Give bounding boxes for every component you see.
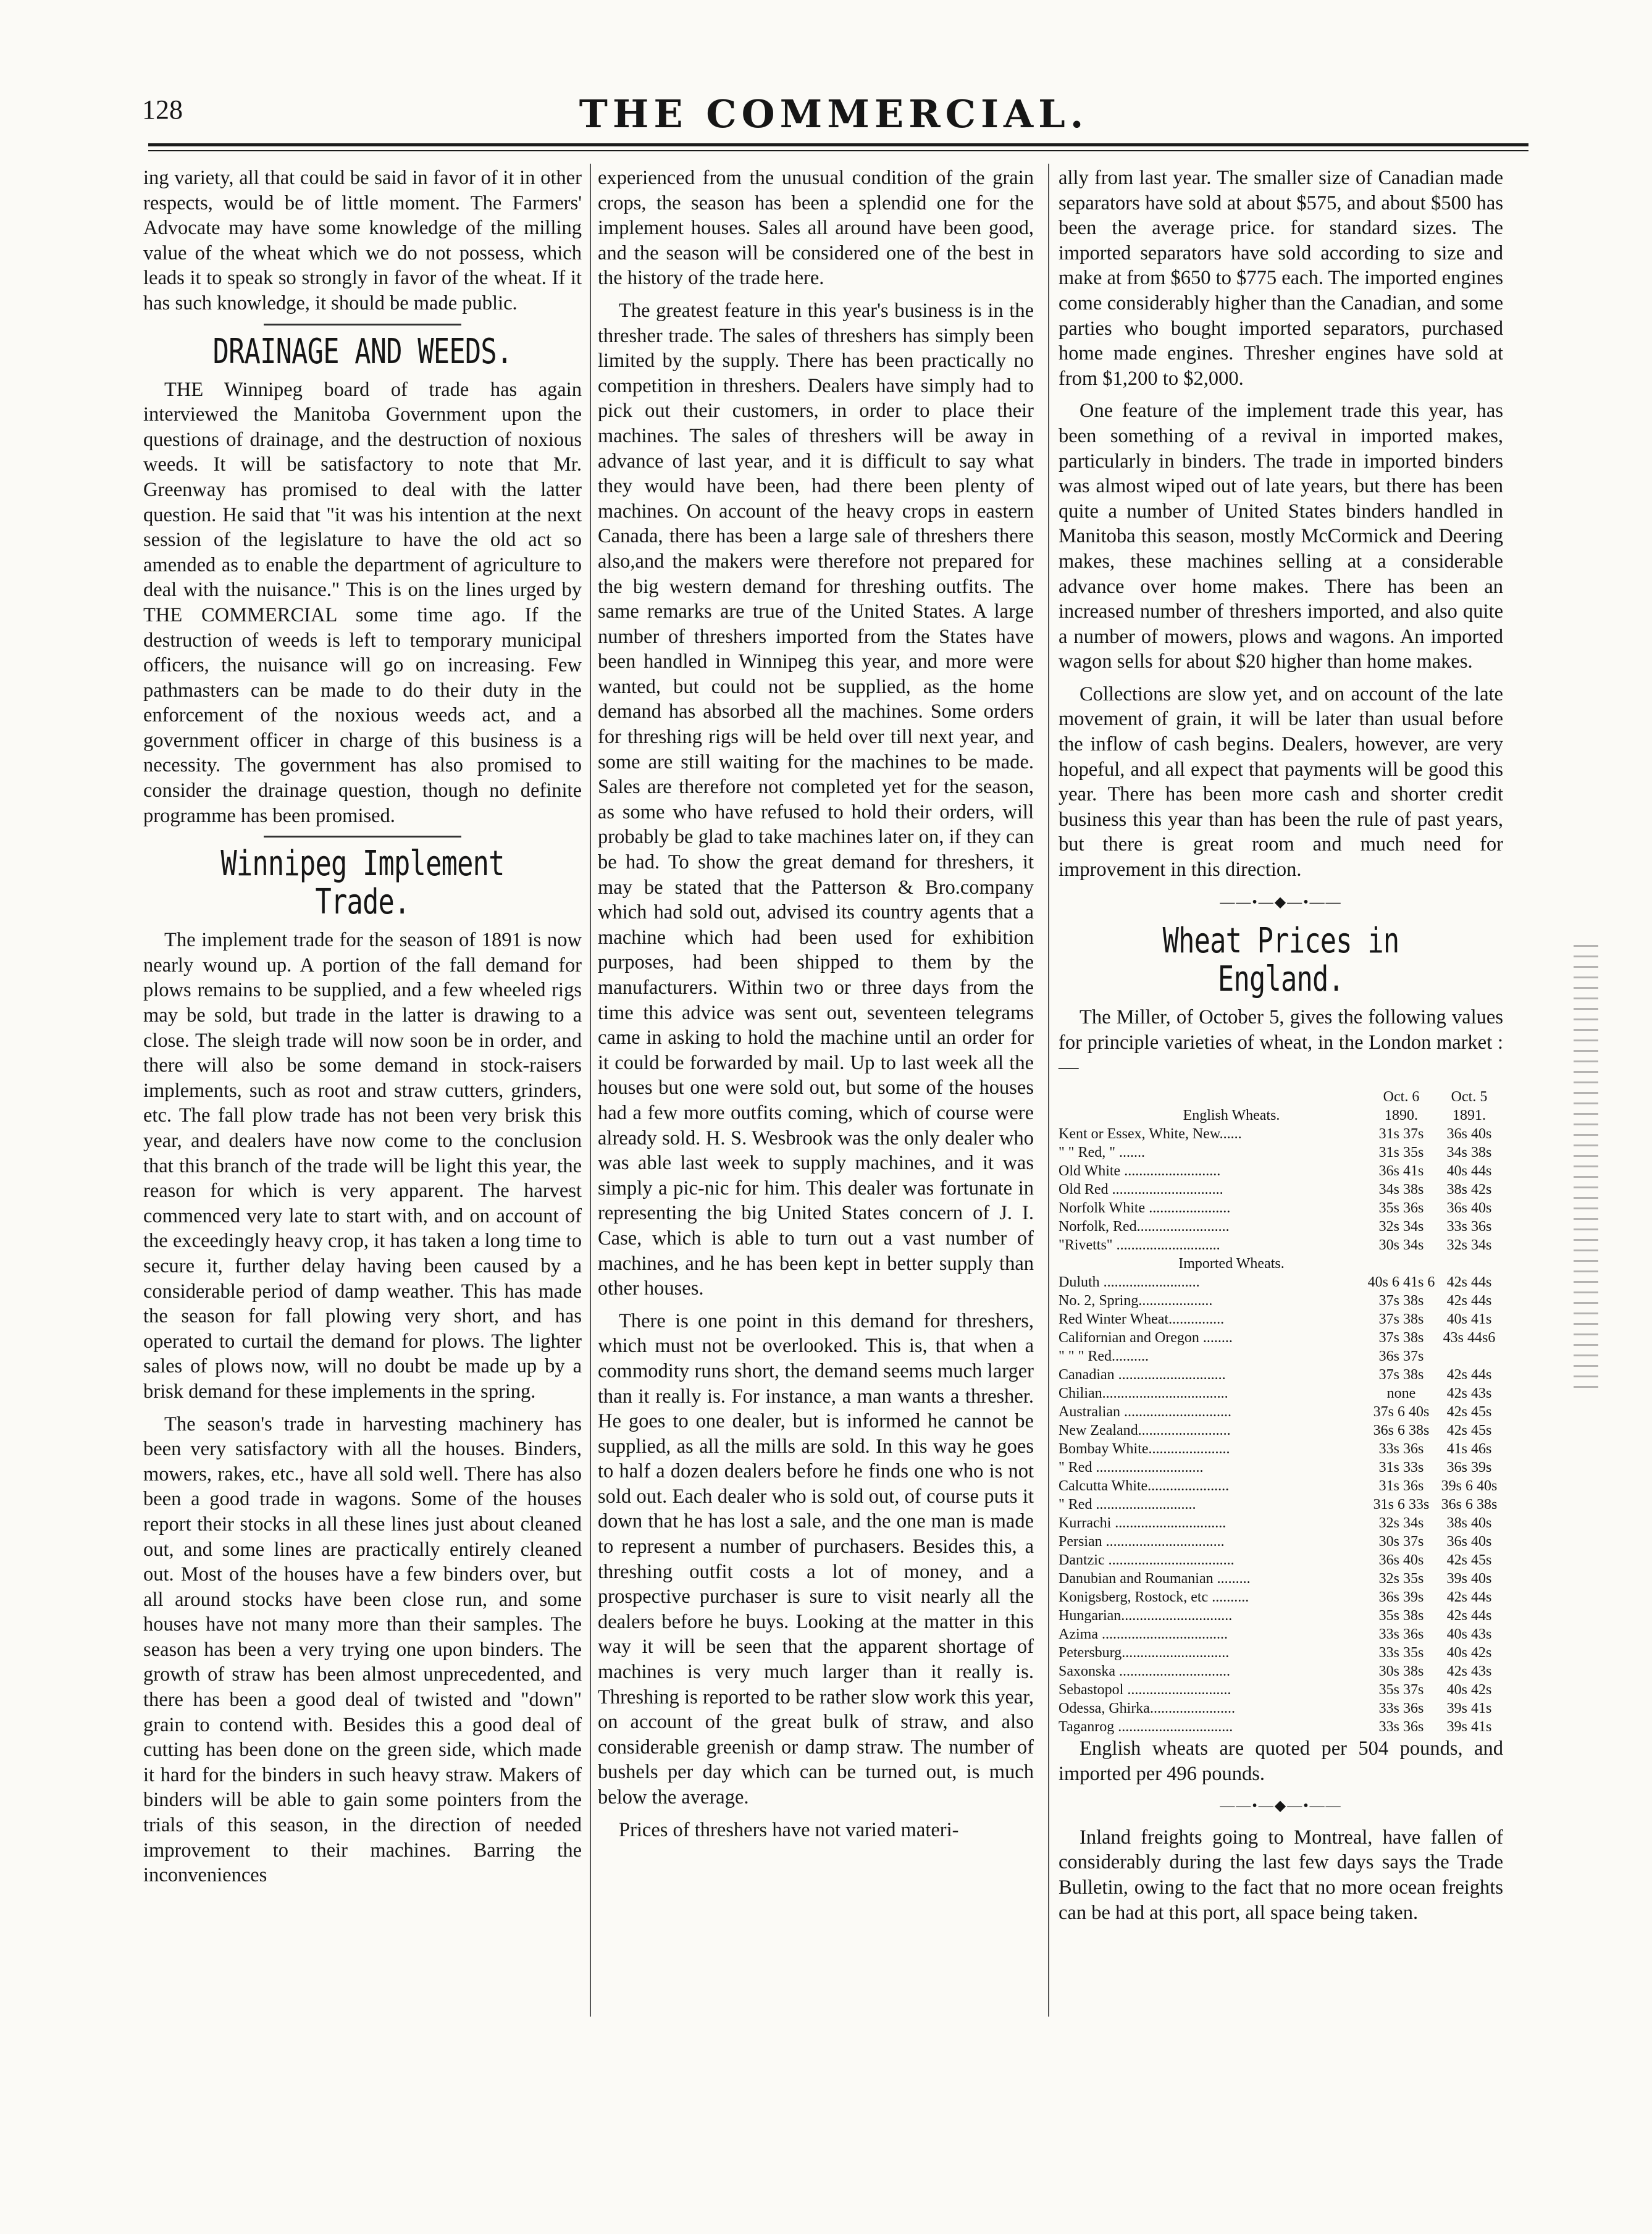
price-1891: 42s 44s [1446, 1608, 1492, 1624]
headline-drainage: DRAINAGE AND WEEDS. [212, 331, 513, 372]
paragraph: experienced from the unusual condition of the grain crops, the season has been a splendid one for the implement houses. Sales all around have been good, and the season will be considered one of the best in the history of the trade here. [598, 167, 1034, 290]
price-1890: 30s 38s [1378, 1663, 1424, 1679]
price-1891: 41s 46s [1446, 1441, 1492, 1457]
price-1891: 43s 44s6 [1443, 1330, 1496, 1346]
wheat-variety: Odessa, Ghirka....................... [1059, 1700, 1235, 1716]
table-row [1059, 1162, 1503, 1180]
paragraph: THE Winnipeg board of trade has again interviewed the Manitoba Government upon the questions of drainage, and the destruction of noxious weeds. It will be satisfactory to note that Mr. Greenway has promised to deal with the latter question. He said that "it was his intention at the next session of the legislature to have the old act so amended as to enable the department of agriculture to deal with the nuisance." This is on the lines urged by THE COMMERCIAL some time ago. If the destruction of weeds is left to temporary municipal officers, the nuisance will go on increasing. Few pathmasters can be made to do their duty in the enforcement of the noxious weeds act, and a government officer in charge of this business is a necessity. The government has also promised to consider the drainage question, though no definite programme has been promised. [143, 378, 582, 827]
paragraph: Prices of threshers have not varied materi- [619, 1818, 959, 1841]
table-row [1059, 1310, 1503, 1329]
price-1891: 34s 38s [1446, 1144, 1492, 1161]
wheat-variety: Chilian.................................. [1059, 1385, 1228, 1401]
price-1891: 42s 43s [1446, 1663, 1492, 1679]
price-1890: 31s 35s [1378, 1144, 1424, 1161]
headline-wheat-prices: Wheat Prices in England. [1162, 921, 1399, 1000]
price-1890: 35s 36s [1378, 1200, 1424, 1216]
column-1 [143, 166, 582, 1896]
table-row [1059, 1273, 1503, 1291]
table-row [1059, 1458, 1503, 1477]
table-row [1059, 1625, 1503, 1644]
table-header-row [1059, 1088, 1503, 1106]
price-1891: 42s 45s [1446, 1552, 1492, 1568]
price-1891: 42s 43s [1446, 1385, 1492, 1401]
price-1890: 37s 38s [1378, 1330, 1424, 1346]
price-1891: 32s 34s [1446, 1237, 1492, 1253]
table-section-row [1059, 1254, 1503, 1273]
wheat-variety: Hungarian.............................. [1059, 1608, 1233, 1624]
table-row [1059, 1217, 1503, 1236]
price-1891: 42s 44s [1446, 1589, 1492, 1605]
price-1891: 42s 44s [1446, 1293, 1492, 1309]
table-row [1059, 1180, 1503, 1199]
price-1891: 40s 41s [1446, 1311, 1492, 1327]
wheat-variety: Kent or Essex, White, New...... [1059, 1126, 1242, 1142]
header-rule-thick [148, 143, 1528, 146]
price-1891: 36s 40s [1446, 1200, 1492, 1216]
paragraph: The implement trade for the season of 1891 is now nearly wound up. A portion of the fall demand for plows remains to be supplied, and a few wheeled rigs may be sold, but trade in the latter is drawing to a close. The sleigh trade will now soon be in order, and there will also be some demand in stock-raisers implements, such as root and straw cutters, grinders, etc. The fall plow trade has not been very brisk this year, and dealers have now come to the conclusion that this branch of the trade will be light this year, the reason for which is very apparent. The harvest commenced very late to start with, and on account of the exceedingly heavy crop, it has taken a long time to secure it, further delay having been caused by a considerable period of damp weather. This has made the season for fall plowing very short, and has operated to curtail the demand for plows. The lighter sales of plows now, will no doubt be made up by a brisk demand for these implements in the spring. [143, 929, 582, 1403]
price-1891: 38s 42s [1446, 1182, 1492, 1198]
price-1890: 32s 35s [1378, 1571, 1424, 1587]
price-1890: 33s 36s [1378, 1626, 1424, 1642]
table-row [1059, 1477, 1503, 1495]
wheat-variety: " " Red, " ....... [1059, 1144, 1146, 1161]
paragraph: English wheats are quoted per 504 pounds, and imported per 496 pounds. [1059, 1737, 1503, 1785]
price-1891: 39s 40s [1446, 1571, 1492, 1587]
table-row [1059, 1143, 1503, 1162]
column-header: Oct. 5 [1451, 1089, 1488, 1105]
wheat-variety: Red Winter Wheat............... [1059, 1311, 1225, 1327]
section-rule [264, 836, 461, 838]
price-1890: 31s 6 33s [1373, 1497, 1430, 1513]
table-row [1059, 1718, 1503, 1736]
wheat-variety: Old White .......................... [1059, 1163, 1221, 1179]
table-row [1059, 1495, 1503, 1514]
wheat-variety: Norfolk, Red......................... [1059, 1219, 1230, 1235]
column-separator [1048, 164, 1049, 2017]
price-1891: 36s 40s [1446, 1534, 1492, 1550]
price-1890: 36s 41s [1378, 1163, 1424, 1179]
table-row [1059, 1588, 1503, 1606]
section-rule [264, 324, 461, 325]
wheat-variety: Taganrog ............................... [1059, 1719, 1233, 1735]
price-1890: 35s 38s [1378, 1608, 1424, 1624]
table-row [1059, 1699, 1503, 1718]
wheat-variety: Canadian ............................. [1059, 1367, 1226, 1383]
wheat-variety: Norfolk White ...................... [1059, 1200, 1231, 1216]
table-row [1059, 1199, 1503, 1217]
table-row [1059, 1569, 1503, 1588]
price-1890: 33s 35s [1378, 1645, 1424, 1661]
price-1890: 33s 36s [1378, 1441, 1424, 1457]
table-row [1059, 1366, 1503, 1384]
wheat-variety: Dantzic .................................. [1059, 1552, 1235, 1568]
paragraph: The greatest feature in this year's business is in the thresher trade. The sales of threshers has simply been limited by the supply. There has been practically no competition in threshers. Dealers have simply had to pick out their customers, in order to place their machines. The sales of threshers will be away in advance of last year, and it is difficult to say what they would have been, had there been plenty of machines. On account of the heavy crops in eastern Canada, there has been a large sale of threshers there also,and the makers were therefore not prepared for the big western demand for threshing outfits. The same remarks are true of the United States. A large number of threshers imported from the States have been handled in Winnipeg this year, and more were wanted, but could not be supplied, as the home demand has absorbed all the machines. Some orders for threshing rigs will be held over till next year, and some are still waiting for the machines to be made. Sales are therefore not completed yet for the season, as some who have refused to hold their orders, will probably be glad to take machines later on, if they can be had. To show the great demand for threshers, it may be stated that the Patterson & Bro.company which had sold out, advised its country agents that a machine which had been used for exhibition purposes, had been shipped to them by the manufacturers. Within two or three days from the time this advice was sent out, seventeen telegrams came in asking to hold the machine until an order for it could be forwarded by mail. Up to last week all the houses but one were sold out, but some of the houses had a few more outfits coming, which of course were already sold. H. S. Wesbrook was the only dealer who was able last week to supply machines, and it was simply a pic-nic for him. This dealer was fortunate in representing the big United States concern of J. I. Case, which is able to turn out a vast number of machines, and he has been kept in better supply than other houses. [598, 299, 1034, 1300]
price-1891: 40s 42s [1446, 1645, 1492, 1661]
price-1890: 33s 36s [1378, 1700, 1424, 1716]
column-header: 1891. [1453, 1107, 1486, 1123]
paragraph: ing variety, all that could be said in favor of it in other respects, would be of little moment. The Farmers' Advocate may have some knowledge of the milling value of the wheat which we do not possess, which leads it to speak so strongly in favor of the wheat. If it has such knowledge, it should be made public. [143, 167, 582, 314]
table-row [1059, 1644, 1503, 1662]
price-1890: 34s 38s [1378, 1182, 1424, 1198]
wheat-variety: Kurrachi .............................. [1059, 1515, 1226, 1531]
price-1890: 32s 34s [1378, 1219, 1424, 1235]
price-1891: 40s 44s [1446, 1163, 1492, 1179]
price-1891: 38s 40s [1446, 1515, 1492, 1531]
wheat-variety: Azima .................................. [1059, 1626, 1228, 1642]
section-label: English Wheats. [1183, 1107, 1280, 1123]
table-row [1059, 1606, 1503, 1625]
price-1891: 39s 41s [1446, 1719, 1492, 1735]
wheat-price-table [1059, 1088, 1503, 1736]
price-1890: none [1386, 1385, 1416, 1401]
price-1891: 42s 44s [1446, 1274, 1492, 1290]
paragraph: The season's trade in harvesting machinery has been very satisfactory with all the houses. Binders, mowers, rakes, etc., have all sold well. There has also been a good trade in wagons. Some of the houses report their stocks in all these lines just about cleaned out, and some lines are practically entirely cleaned out. Most of the houses have a few binders over, but all around stocks have been close run, and some houses have not many more than their samples. The season has been a very trying one upon binders. The growth of straw has been almost unprecedented, and there has been a good deal of twisted and "down" grain to contend with. Besides this a good deal of cutting has been done on the green side, which made it hard for the binders in such heavy straw. Makers of binders will be able to gain some pointers from the trials of this season, in the direction of needed improvement to their machines. Barring the inconveniences [143, 1413, 582, 1887]
paragraph: Collections are slow yet, and on account of the late movement of grain, it will be later than usual before the inflow of cash begins. Dealers, however, are very hopeful, and all expect that payments will be good this year. There has been more cash and shorter credit business this year than has been the rule of past years, but there is great room and much need for improvement in this direction. [1059, 682, 1503, 881]
price-1891: 36s 39s [1446, 1459, 1492, 1476]
wheat-variety: New Zealand......................... [1059, 1422, 1231, 1438]
wheat-variety: Sebastopol ............................ [1059, 1682, 1231, 1698]
table-row [1059, 1421, 1503, 1440]
wheat-variety: Californian and Oregon ........ [1059, 1330, 1233, 1346]
price-1890: 40s 6 41s 6 [1367, 1274, 1435, 1290]
page-number: 128 [142, 94, 183, 125]
header-rule-thin [148, 150, 1528, 151]
column-3 [1059, 166, 1503, 1933]
wheat-variety: Petersburg............................. [1059, 1645, 1230, 1661]
wheat-variety: "Rivetts" ............................ [1059, 1237, 1220, 1253]
wheat-variety: Australian ............................. [1059, 1404, 1231, 1420]
price-1890: 37s 38s [1378, 1367, 1424, 1383]
price-1891 [1435, 1347, 1503, 1366]
wheat-variety: Bombay White...................... [1059, 1441, 1230, 1457]
paragraph: One feature of the implement trade this year, has been something of a revival in imported makes, particularly in binders. The trade in imported binders was almost wiped out of late years, but there has been quite a number of United States binders handled in Manitoba this season, mostly McCormick and Deering makes, these machines selling at a considerable advance over home makes. There has been an increased number of threshers imported, and also quite a number of mowers, plows and wagons. An imported wagon sells for about $20 higher than home makes. [1059, 400, 1503, 673]
price-1890: 30s 34s [1378, 1237, 1424, 1253]
price-1891: 39s 41s [1446, 1700, 1492, 1716]
wheat-variety: Persian ................................ [1059, 1534, 1225, 1550]
price-1891: 36s 6 38s [1441, 1497, 1498, 1513]
price-1890: 31s 33s [1378, 1459, 1424, 1476]
table-row [1059, 1440, 1503, 1458]
price-1890: 37s 6 40s [1373, 1404, 1430, 1420]
table-row [1059, 1236, 1503, 1254]
paragraph: The Miller, of October 5, gives the following values for principle varieties of wheat, in the London market :— [1059, 1006, 1503, 1079]
wheat-variety: Calcutta White...................... [1059, 1478, 1230, 1494]
price-1890: 37s 38s [1378, 1311, 1424, 1327]
price-1890: 30s 37s [1378, 1534, 1424, 1550]
wheat-variety: " Red ............................. [1059, 1459, 1204, 1476]
wheat-variety: " " " Red.......... [1059, 1348, 1149, 1364]
wheat-variety: " Red ........................... [1059, 1497, 1196, 1513]
table-header-row [1059, 1106, 1503, 1125]
wheat-variety: Saxonska .............................. [1059, 1663, 1230, 1679]
ornament-divider: ——•—◆—•—— [1220, 1798, 1342, 1815]
table-row [1059, 1403, 1503, 1421]
price-1891: 36s 40s [1446, 1126, 1492, 1142]
scan-edge-artifact [1574, 945, 1598, 1390]
wheat-variety: No. 2, Spring.................... [1059, 1293, 1213, 1309]
table-row [1059, 1514, 1503, 1532]
column-2 [598, 166, 1034, 1850]
column-header: Oct. 6 [1383, 1089, 1420, 1105]
paragraph: There is one point in this demand for threshers, which must not be overlooked. This is, that when a commodity runs short, the demand seems much larger than it really is. For instance, a man wants a thresher. He goes to one dealer, but is informed he cannot be supplied, as all the mills are sold. In this way he goes to half a dozen dealers before he finds one who is not sold out. Each dealer who is sold out, of course puts it down that he has lost a sale, and the one man is made to represent a number of purchasers. Besides this, a threshing outfit costs a lot of money, and a prospective purchaser is sure to visit nearly all the dealers before he buys. Looking at the matter in this way it will be seen that the apparent shortage of machines is very much larger than it really is. Threshing is reported to be rather slow work this year, on account of the great bulk of straw, and also considerable greenish or damp straw. The number of bushels per day which can be turned out, is much below the average. [598, 1309, 1034, 1808]
column-separator [590, 164, 591, 2017]
table-row [1059, 1347, 1503, 1366]
price-1891: 42s 44s [1446, 1367, 1492, 1383]
newspaper-title: THE COMMERCIAL. [579, 91, 1089, 136]
section-label: Imported Wheats. [1178, 1256, 1285, 1272]
table-row [1059, 1291, 1503, 1310]
price-1891: 39s 6 40s [1441, 1478, 1498, 1494]
price-1890: 33s 36s [1378, 1719, 1424, 1735]
price-1890: 36s 40s [1378, 1552, 1424, 1568]
headline-implement-trade: Winnipeg Implement Trade. [220, 844, 505, 923]
table-row [1059, 1329, 1503, 1347]
table-row [1059, 1532, 1503, 1551]
table-row [1059, 1662, 1503, 1681]
price-1891: 42s 45s [1446, 1404, 1492, 1420]
price-1890: 32s 34s [1378, 1515, 1424, 1531]
ornament-divider: ——•—◆—•—— [1220, 894, 1342, 910]
table-row [1059, 1681, 1503, 1699]
price-1890: 31s 37s [1378, 1126, 1424, 1142]
price-1890: 37s 38s [1378, 1293, 1424, 1309]
wheat-variety: Duluth .......................... [1059, 1274, 1200, 1290]
price-1890: 36s 6 38s [1373, 1422, 1430, 1438]
wheat-variety: Danubian and Roumanian ......... [1059, 1571, 1251, 1587]
price-1890: 36s 37s [1378, 1348, 1424, 1364]
price-1890: 31s 36s [1378, 1478, 1424, 1494]
table-row [1059, 1384, 1503, 1403]
wheat-variety: Old Red .............................. [1059, 1182, 1223, 1198]
price-1891: 33s 36s [1446, 1219, 1492, 1235]
masthead [142, 91, 1525, 143]
column-header: 1890. [1385, 1107, 1418, 1123]
wheat-variety: Konigsberg, Rostock, etc .......... [1059, 1589, 1249, 1605]
price-1891: 40s 43s [1446, 1626, 1492, 1642]
price-1891: 40s 42s [1446, 1682, 1492, 1698]
paragraph: Inland freights going to Montreal, have fallen of considerably during the last few days says the Trade Bulletin, owing to the fact that no more ocean freights can be had at this port, all space being taken. [1059, 1826, 1503, 1924]
table-row [1059, 1125, 1503, 1143]
price-1890: 35s 37s [1378, 1682, 1424, 1698]
table-row [1059, 1551, 1503, 1569]
price-1891: 42s 45s [1446, 1422, 1492, 1438]
paragraph: ally from last year. The smaller size of Canadian made separators have sold at about $575, and about $500 has been the average price. for standard sizes. The imported separators have sold according to size and make at from $650 to $775 each. The imported engines come considerably higher than the Canadian, and some parties who bought imported separators, purchased home made engines. Thresher engines have sold at from $1,200 to $2,000. [1059, 167, 1503, 390]
price-1890: 36s 39s [1378, 1589, 1424, 1605]
